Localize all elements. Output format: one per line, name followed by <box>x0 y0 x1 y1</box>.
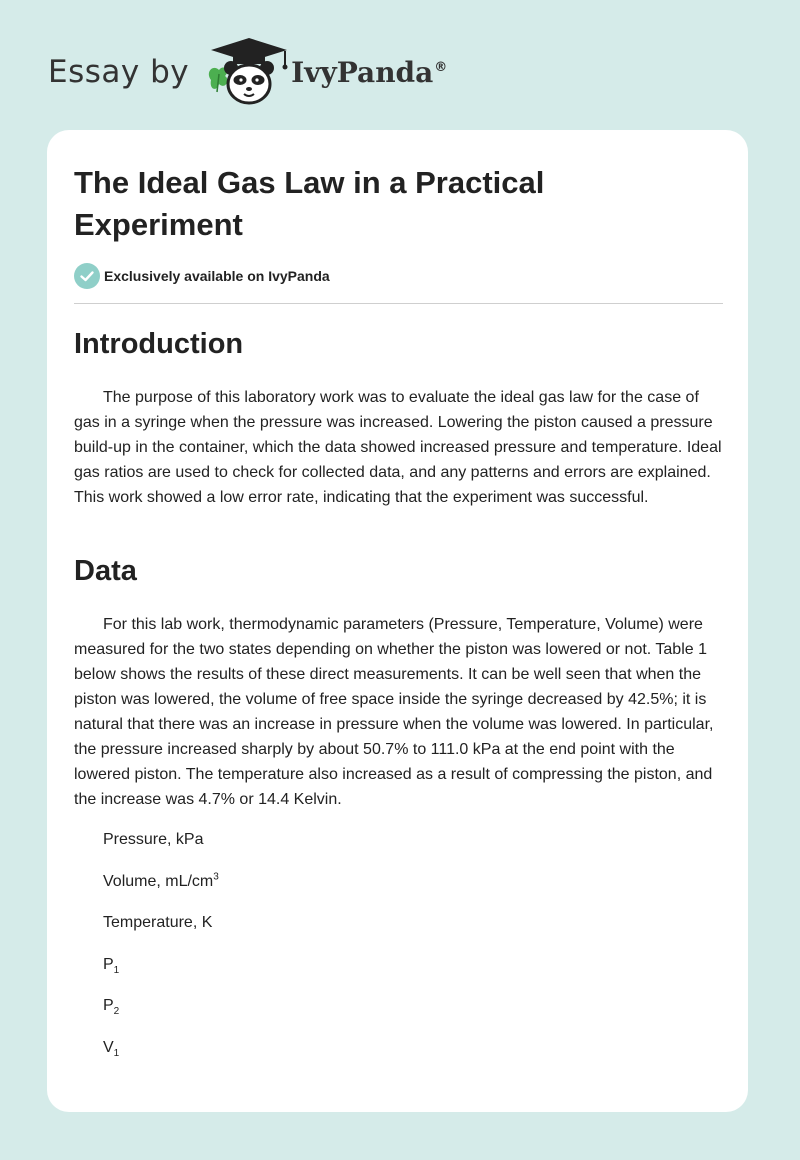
table-label-p2 <box>103 996 119 1016</box>
table-label-text: V <box>103 1039 114 1056</box>
data-paragraph: For this lab work, thermodynamic parameters (Pressure, Temperature, Volume) were measured for the two states depending on whether the piston was lowered or not. Table 1 below shows the results of these direct measurements. It can be well seen that when the piston was lowered, the volume of free space inside the syringe decreased by 42.5%; it is natural that there was an increase in pressure when the volume was lowered. In particular, the pressure increased sharply by about 50.7% to 111.0 kPa at the end point with the lowered piston. The temperature also increased as a result of compressing the piston, and the increase was 4.7% or 14.4 Kelvin. <box>74 616 714 808</box>
table-label-temperature <box>103 913 212 933</box>
article-title: The Ideal Gas Law in a Practical Experiment <box>74 165 545 242</box>
table-label-text: Temperature, K <box>103 914 213 931</box>
brand-name <box>291 56 447 89</box>
table-label-v1 <box>103 1038 119 1058</box>
subscript: 2 <box>113 1006 120 1018</box>
title-divider <box>74 303 723 304</box>
brand-name-text: IvyPanda <box>291 55 434 89</box>
exclusive-badge <box>74 263 330 289</box>
check-circle-icon <box>74 263 100 289</box>
brand-header[interactable] <box>48 36 447 108</box>
subscript: 1 <box>113 965 120 977</box>
badge-label: Exclusively available on IvyPanda <box>104 268 330 284</box>
section-heading-data: Data <box>74 555 137 587</box>
table-label-pressure <box>103 830 203 850</box>
introduction-paragraph: The purpose of this laboratory work was to evaluate the ideal gas law for the case of gas in a syringe when the pressure was increased. Lowering the piston caused a pressure build-up in the container, which the data showed increased pressure and temperature. Ideal gas ratios are used to check for collected data, and any patterns and errors are explained. This work showed a low error rate, indicating that the experiment was successful. <box>74 389 722 506</box>
table-label-p1 <box>103 955 119 975</box>
table-label-volume <box>103 872 219 892</box>
registered-mark: ® <box>434 60 448 76</box>
table-label-text: Pressure, kPa <box>103 831 204 848</box>
table-label-text: P <box>103 997 114 1014</box>
superscript: 3 <box>213 871 219 883</box>
brand-prefix: Essay by <box>48 54 190 90</box>
panda-logo-icon <box>203 36 295 108</box>
subscript: 1 <box>113 1048 120 1060</box>
article-card <box>47 130 748 1112</box>
table-label-text: P <box>103 956 114 973</box>
section-heading-introduction: Introduction <box>74 328 244 360</box>
table-label-text: Volume, mL/cm <box>103 873 214 890</box>
